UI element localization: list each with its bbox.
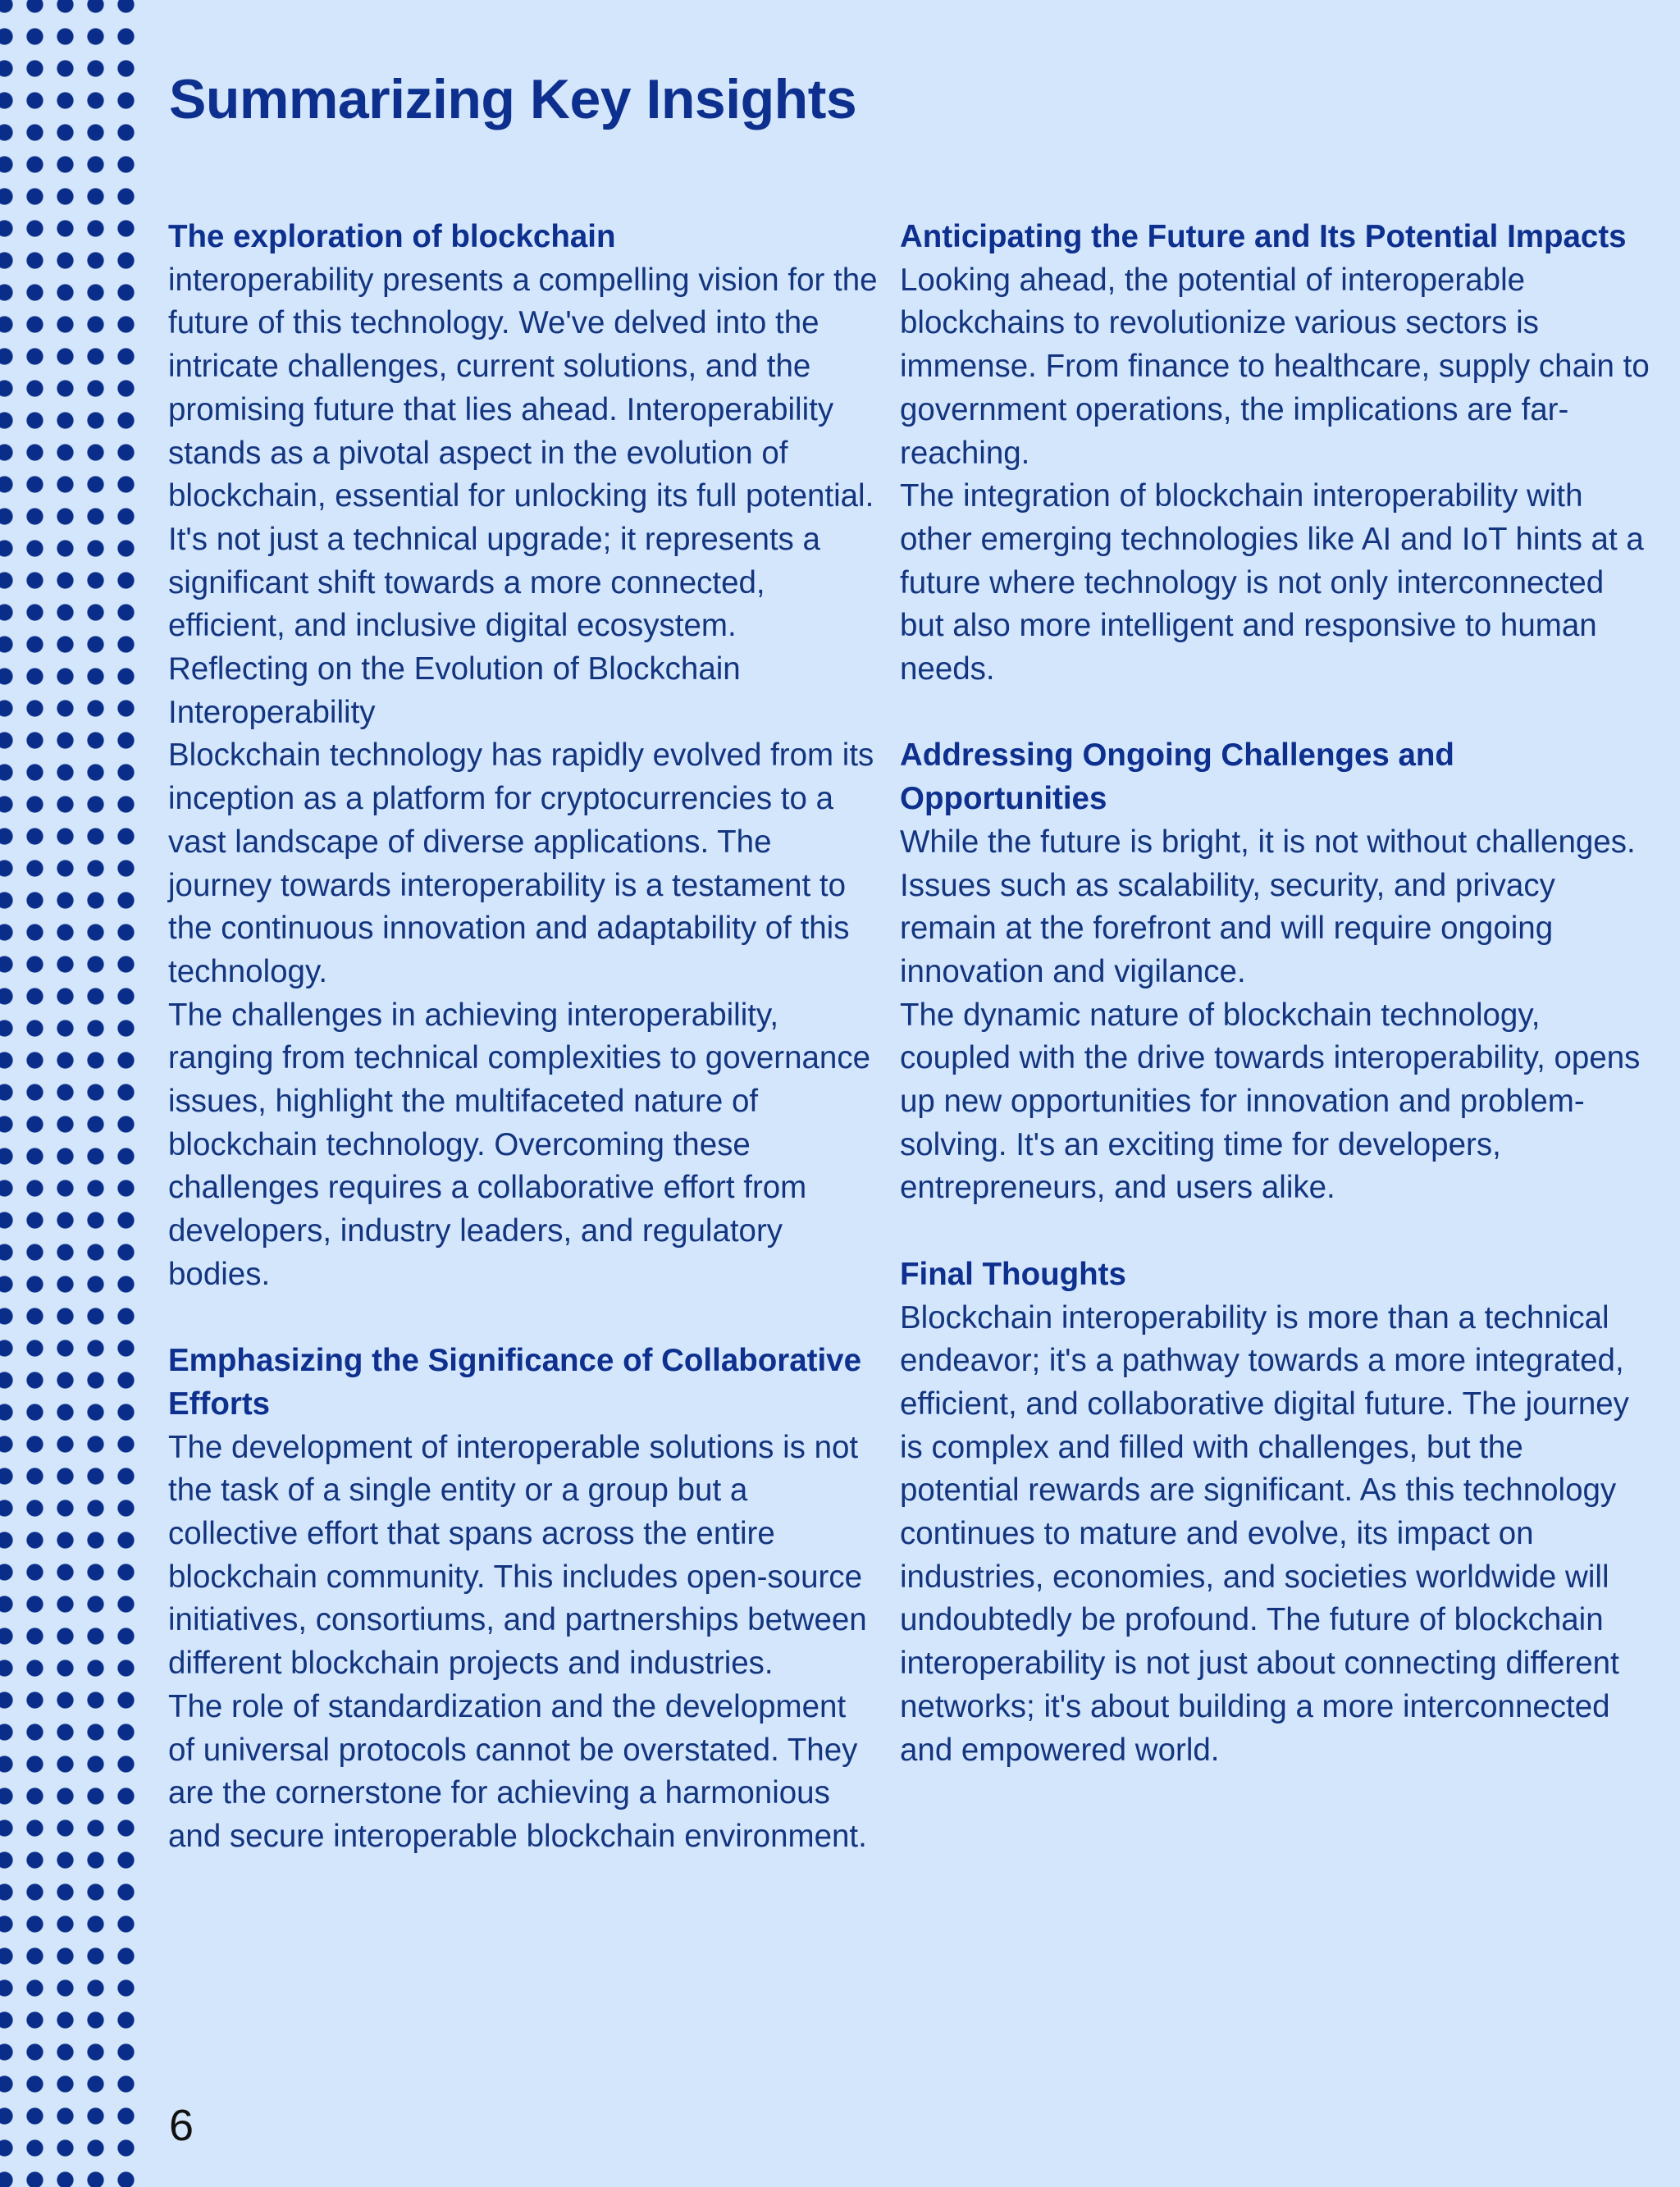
section-spacer <box>168 1297 878 1340</box>
intro-paragraph: interoperability presents a compelling vision for the future of this technology. We've delved into the intricate challenges, current solutions, and the promising future that lies ahead. Interoperability stands as a pivotal aspect in the evolution of blockchain, essential for unlocking its full potential. It's not just a technical upgrade; it represents a significant shift towards a more connected, efficient, and inclusive digital ecosystem. <box>168 262 878 644</box>
left-column <box>168 216 878 1859</box>
dynamic-nature-paragraph: The dynamic nature of blockchain technology, coupled with the drive towards interoperability, opens up new opportunities for innovation and problem-solving. It's an exciting time for developers, entrepreneurs, and users alike. <box>900 997 1641 1206</box>
dot-pattern-decoration <box>0 0 143 2187</box>
future-heading: Anticipating the Future and Its Potential Impacts <box>900 219 1627 254</box>
page-number: 6 <box>169 2101 194 2150</box>
section-spacer <box>900 692 1650 735</box>
evolution-subheading: Reflecting on the Evolution of Blockchain Interoperability <box>168 651 741 730</box>
right-column <box>900 216 1650 1772</box>
intro-heading: The exploration of blockchain <box>168 219 616 254</box>
ongoing-challenges-paragraph: While the future is bright, it is not without challenges. Issues such as scalability, security, and privacy remain at the forefront and will require ongoing innovation and vigilance. <box>900 824 1636 989</box>
collaboration-heading: Emphasizing the Significance of Collaborative Efforts <box>168 1343 862 1422</box>
standardization-paragraph: The role of standardization and the development of universal protocols cannot be overstated. They are the cornerstone for achieving a harmonious and secure interoperable blockchain environment. <box>168 1688 867 1854</box>
page-title: Summarizing Key Insights <box>169 68 857 130</box>
final-thoughts-paragraph: Blockchain interoperability is more than a technical endeavor; it's a pathway towards a more integrated, efficient, and collaborative digital future. The journey is complex and filled with challenges, but the potential rewards are significant. As this technology continues to mature and evolve, its impact on industries, economies, and societies worldwide will undoubtedly be profound. The future of blockchain interoperability is not just about connecting different networks; it's about building a more interconnected and empowered world. <box>900 1299 1629 1768</box>
section-spacer <box>900 1210 1650 1253</box>
evolution-paragraph: Blockchain technology has rapidly evolved from its inception as a platform for cryptocurrencies to a vast landscape of diverse applications. The journey towards interoperability is a testament to the continuous innovation and adaptability of this technology. <box>168 737 874 989</box>
final-thoughts-heading: Final Thoughts <box>900 1256 1126 1292</box>
ongoing-challenges-heading: Addressing Ongoing Challenges and Opportunities <box>900 737 1454 817</box>
collaboration-paragraph: The development of interoperable solutions is not the task of a single entity or a group but a collective effort that spans across the entire blockchain community. This includes open-source initiatives, consortiums, and partnerships between different blockchain projects and industries. <box>168 1429 867 1682</box>
future-paragraph: Looking ahead, the potential of interoperable blockchains to revolutionize various sectors is immense. From finance to healthcare, supply chain to government operations, the implications are far-reaching. <box>900 262 1650 471</box>
integration-paragraph: The integration of blockchain interoperability with other emerging technologies like AI and IoT hints at a future where technology is not only interconnected but also more intelligent and responsive to human needs. <box>900 478 1644 687</box>
challenges-paragraph: The challenges in achieving interoperability, ranging from technical complexities to governance issues, highlight the multifaceted nature of blockchain technology. Overcoming these challenges requires a collaborative effort from developers, industry leaders, and regulatory bodies. <box>168 997 871 1292</box>
